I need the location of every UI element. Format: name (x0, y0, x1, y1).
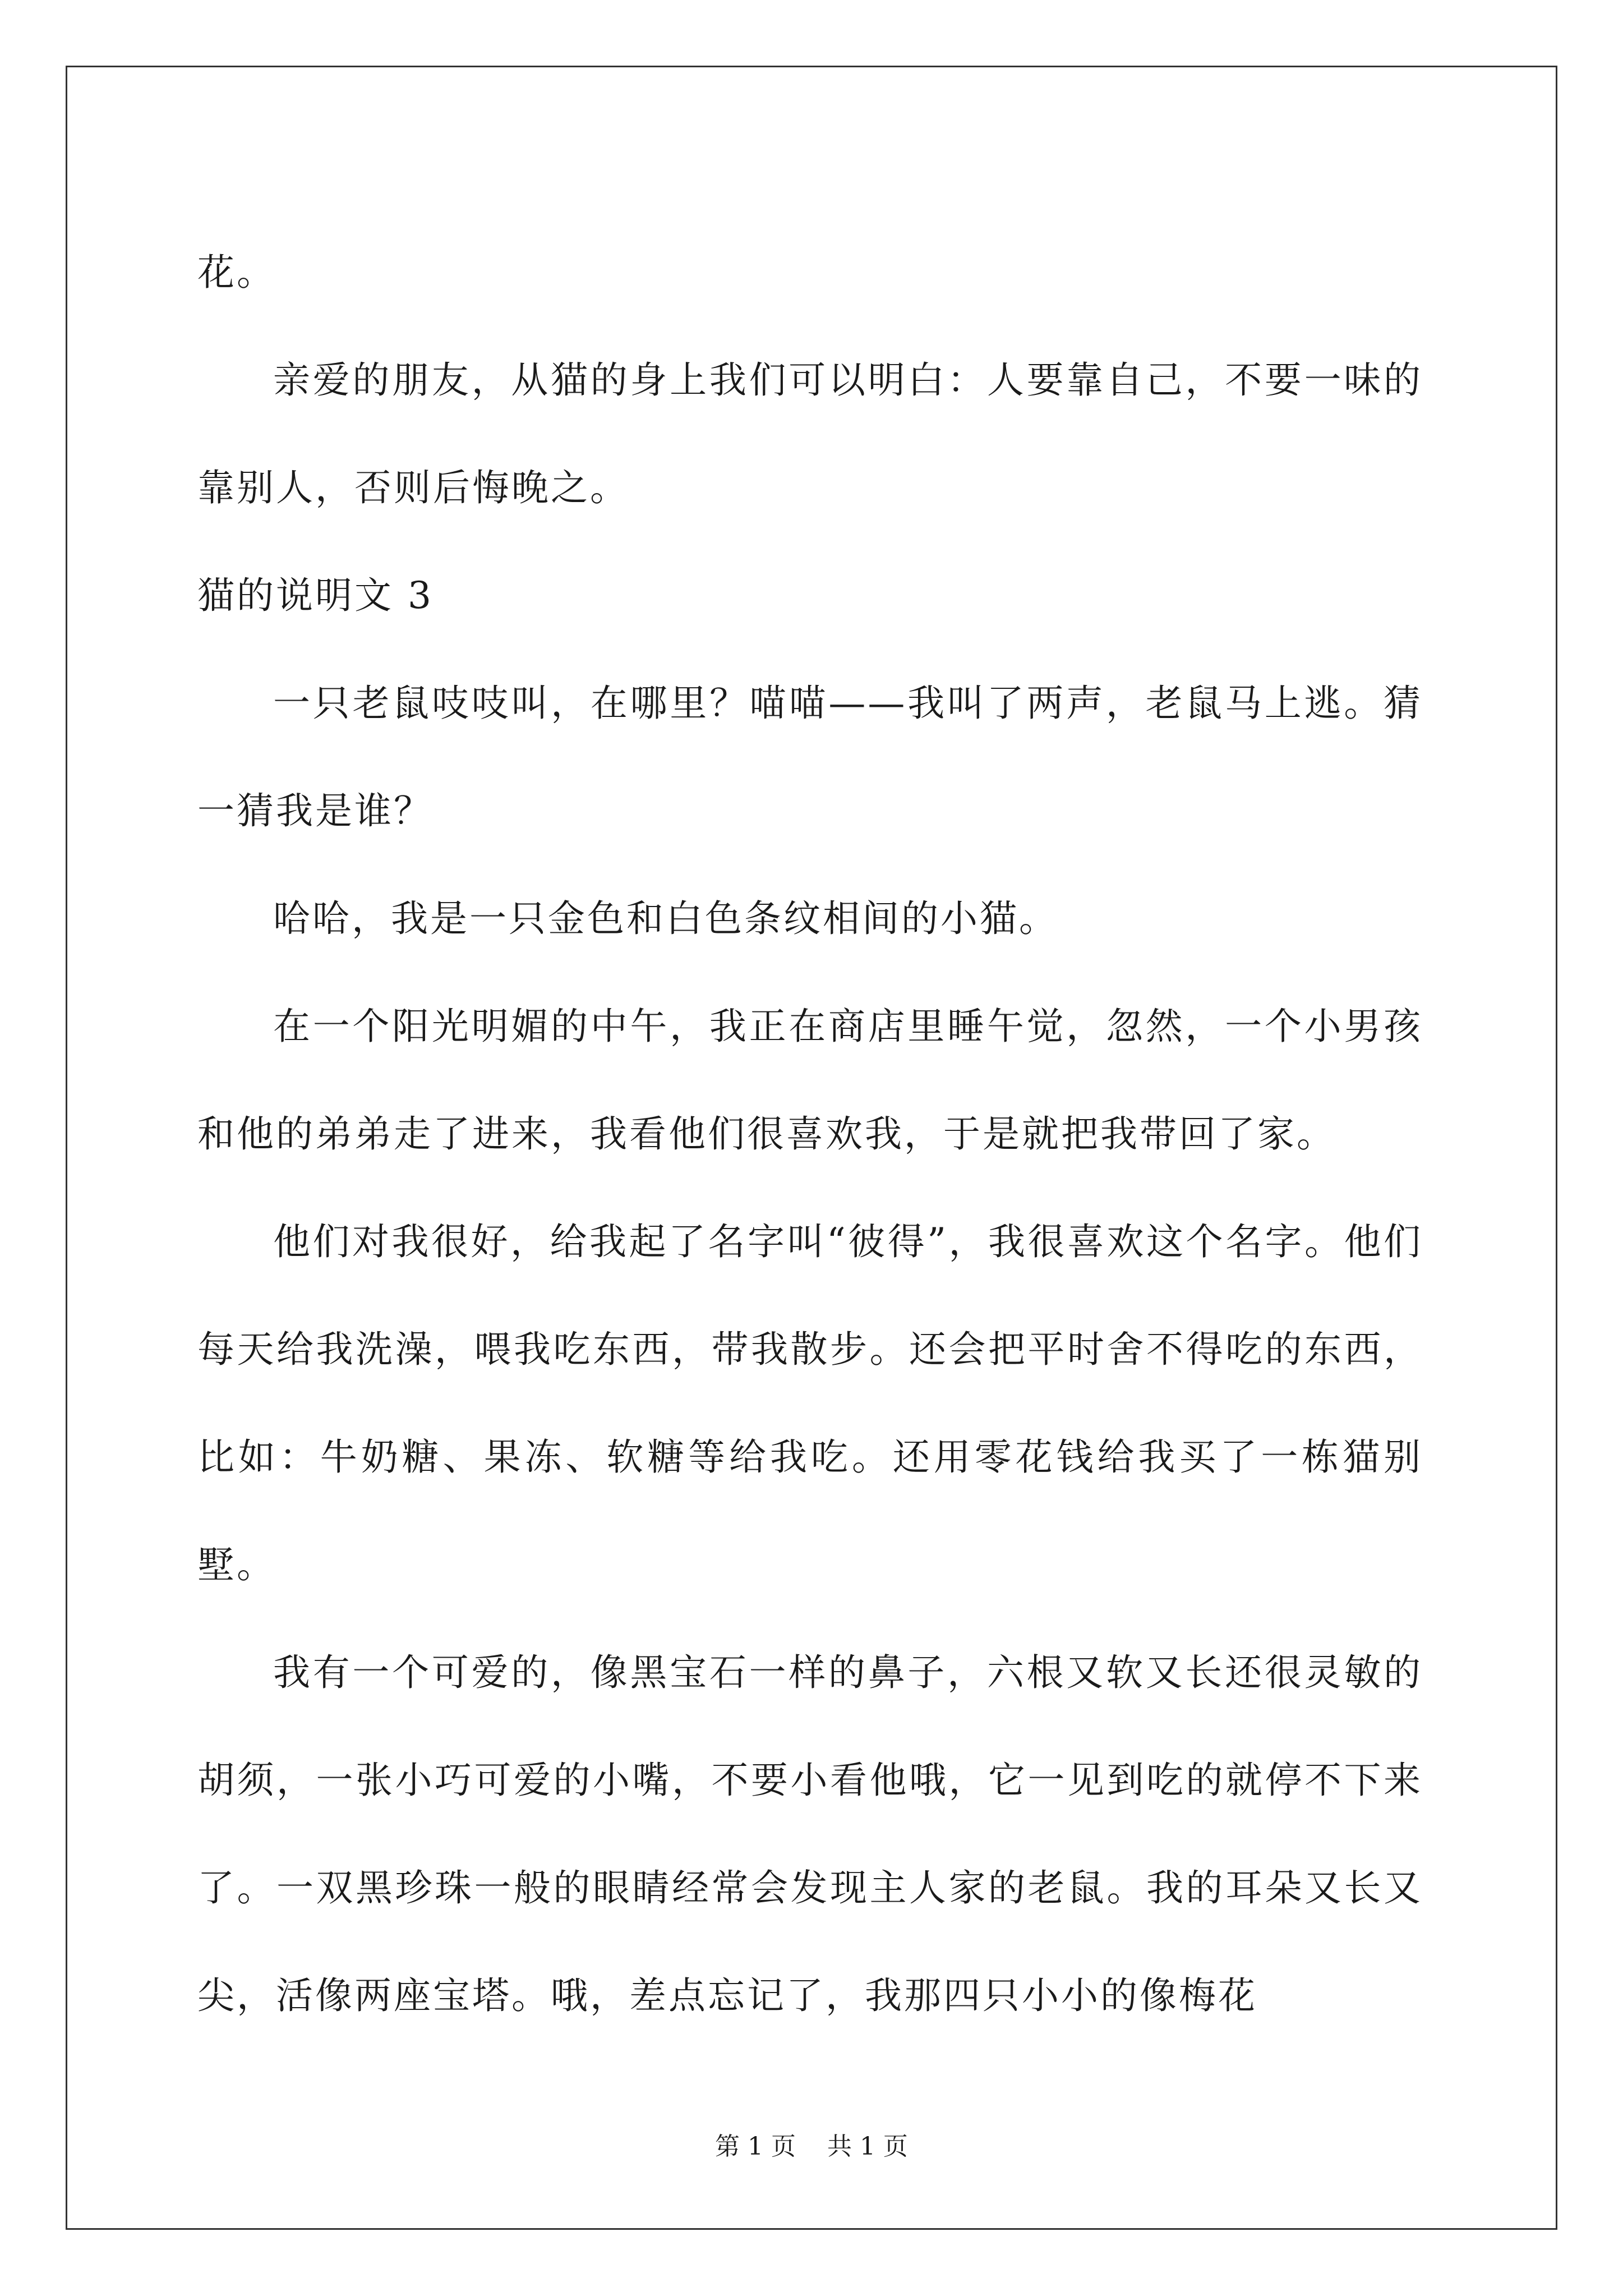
paragraph: 亲爱的朋友，从猫的身上我们可以明白：人要靠自己，不要一味的靠别人，否则后悔晚之。 (197, 358, 1423, 509)
paragraph: 花。 (197, 251, 276, 294)
paragraph: 一只老鼠吱吱叫，在哪里？喵喵——我叫了两声，老鼠马上逃。猜一猜我是谁？ (197, 682, 1423, 832)
section-heading: 猫的说明文 3 (197, 574, 434, 617)
paragraph: 在一个阳光明媚的中午，我正在商店里睡午觉，忽然，一个小男孩和他的弟弟走了进来，我看他们很喜欢我，于是就把我带回了家。 (197, 1005, 1423, 1156)
paragraph: 哈哈，我是一只金色和白色条纹相间的小猫。 (273, 897, 1058, 940)
paragraph: 他们对我很好，给我起了名字叫“彼得”，我很喜欢这个名字。他们每天给我洗澡，喂我吃东西，带我散步。还会把平时舍不得吃的东西，比如：牛奶糖、果冻、软糖等给我吃。还用零花钱给我买了一栋猫别墅。 (197, 1220, 1423, 1586)
document-body (197, 219, 1423, 2050)
paragraph: 我有一个可爱的，像黑宝石一样的鼻子，六根又软又长还很灵敏的胡须，一张小巧可爱的小嘴，不要小看他哦，它一见到吃的就停不下来了。一双黑珍珠一般的眼睛经常会发现主人家的老鼠。我的耳朵又长又尖，活像两座宝塔。哦，差点忘记了，我那四只小小的像梅花 (197, 1651, 1423, 2017)
page-number-footer: 第 1 页 共 1 页 (715, 2132, 908, 2161)
